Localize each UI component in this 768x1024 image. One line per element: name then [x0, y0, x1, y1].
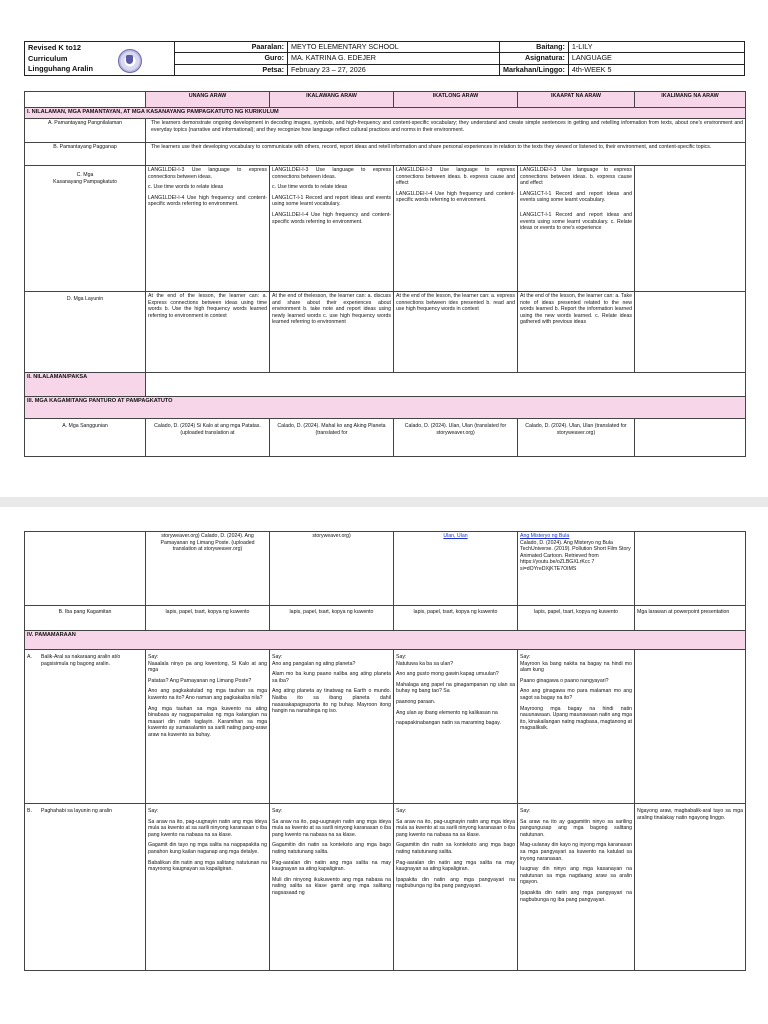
- competency-text: LANG1LDEI-I-3 Use language to express connections between ideas.: [272, 167, 391, 180]
- row-c-day4: [518, 166, 635, 292]
- lesson-text: Say:: [148, 808, 159, 814]
- pag-day3: [394, 804, 518, 971]
- header-title-line3: Lingguhang Aralin: [28, 64, 94, 74]
- lesson-text: Alam mo ba kung paano naliba ang ating planeta sa iba?: [272, 671, 391, 684]
- competency-text: c. Use time words to relate ideas: [148, 184, 224, 191]
- sanggunian-cont-label: [25, 532, 146, 606]
- competency-text: LANG1CT-I-1 Record and report ideas and events using some learnt vocabulary.: [520, 190, 632, 204]
- lesson-text: paanong paraan.: [396, 698, 436, 705]
- sanggunian-day3: Calado, D. (2024). Ulan, Ulan (translated for storyweaver.org): [394, 419, 518, 457]
- baitang-value: 1-LILY: [568, 42, 744, 53]
- lesson-text: Ano ang ginagawa mo para malaman mo ang sagot sa bagay na ito?: [520, 688, 632, 701]
- page-1: [0, 0, 768, 497]
- lesson-text: Ano ang pangalan ng ating planeta?: [272, 660, 356, 667]
- lesson-text: Say:: [396, 808, 407, 814]
- row-d-day3: At the end of the lesson, the learner can: a. express connections between ides presented b. read and use high frequency words in context: [394, 292, 518, 373]
- lesson-table-page2: [24, 531, 746, 971]
- day-2-header: IKALAWANG ARAW: [270, 92, 394, 108]
- row-balik-text: Balik-Aral sa nakaraang aralin at/o pagsisimula ng bagong aralin.: [41, 654, 121, 667]
- section-4-heading: IV. PAMAMARAAN: [25, 631, 746, 650]
- row-c-label: [25, 166, 146, 292]
- lesson-text: Say:: [148, 654, 159, 660]
- pag-day4: [518, 804, 635, 971]
- deped-seal-icon: [118, 49, 142, 73]
- sanggunian-day5: [635, 419, 746, 457]
- lesson-text: Ano ang gusto mong gawin kapag umuulan?: [396, 671, 499, 678]
- markahan-label: Markahan/Linggo:: [500, 64, 569, 75]
- balik-day2: [270, 650, 394, 804]
- iba-day2: lapis, papel, tsart, kopya ng kuwento: [270, 606, 394, 631]
- row-a-text: The learners demonstrate ongoing development in decoding images, symbols, and high-frequency and content-specific vocabulary; they understand and create simple sentences in getting and retelling information from texts, about one's environment and everyday topics (narrative and informational); and they recognize how language reflect cultural practices and norms in their environment.: [146, 119, 746, 143]
- lesson-text: napapakinabangan natin sa maraming bagay.: [396, 720, 501, 727]
- lesson-text: Say:: [272, 654, 283, 660]
- competency-text: LANG1LDEI-I-3 Use language to express connections between ideas.: [148, 167, 267, 180]
- header-table: [24, 41, 745, 76]
- day-5-header: IKALIMANG NA ARAW: [635, 92, 746, 108]
- section-1-heading: I. NILALAMAN, MGA PAMANTAYAN, AT MGA KASANAYANG PAMPAGKATUTO NG KURIKULUM: [25, 108, 746, 119]
- row-c-label-1: C. Mga: [76, 172, 94, 178]
- lesson-text: Natutuwa ka ba sa ulan?: [396, 660, 454, 667]
- lesson-text: Say:: [272, 808, 283, 814]
- row-pag-text: Paghahabi sa layunin ng aralin: [41, 808, 112, 814]
- header-title-line1: Revised K to12: [28, 43, 81, 52]
- lesson-text: Gagamit din tayo ng mga salita na nagpapakita ng panahon kung kailan naganap ang mga detalye.: [148, 842, 267, 855]
- row-b-text: The learners use their developing vocabulary to communicate with others, record, report ideas and retell information and share personal experiences in relation to the texts they viewed or listened to, their environment, and content-specific topics.: [146, 143, 746, 166]
- section-2-content: [146, 373, 746, 397]
- lesson-text: Ano ang pagkakatulad ng mga tauhan sa mga kuwento na ito? Ano naman ang pagkakaiba nila?: [148, 688, 267, 701]
- lesson-text: Mayroong mga bagay na hindi natin nauunawaan. Upang maunawaan natin ang mga ito, kinakailangan natng magbasa, magtanong at magsaliksik.: [520, 705, 632, 732]
- balik-day5: [635, 650, 746, 804]
- lesson-text: Say:: [520, 808, 531, 814]
- section-3-heading: III. MGA KAGAMITANG PANTURO AT PAMPAGKATUTO: [25, 397, 746, 419]
- asignatura-value: LANGUAGE: [568, 53, 744, 64]
- row-d-day1: At the end of the lesson, the learner can: a. Express connections between ideas using time words b. Use the high frequency words learned referring to environment in context: [146, 292, 270, 373]
- competency-text: c. Use time words to relate ideas: [272, 184, 348, 191]
- lesson-text: Ang mga tauhan sa mga kuwento na ating binabasa ay nagpapamalas ng mga katangian na maaari din natin taglayin. Karamihan sa mga kuwento ay sumasalamin sa sarili nating pang-araw araw na kuwento sa buhay.: [148, 705, 267, 738]
- lesson-text: Ang ulan ay ibang elemento ng kalikasan na: [396, 709, 498, 716]
- guro-value: MA. KATRINA G. EDEJER: [288, 53, 500, 64]
- sanggunian-cont-day2: storyweaver.org): [270, 532, 394, 606]
- sanggunian-day2: Calado, D. (2024). Mahal ko ang Aking Planeta (translated for: [270, 419, 394, 457]
- lesson-text: Patatas? Ang Pamayanan ng Limang Poste?: [148, 677, 252, 684]
- row-c-label-2: Kasanayang Pampagkatuto: [53, 178, 117, 185]
- row-pag-label: [25, 804, 146, 971]
- row-c-day3: [394, 166, 518, 292]
- row-d-day2: At the end of thelesson, the learner can: a. discuss and share about their experiences about environment b. take note and report ideas using newly learned words c. use high frequency words learned referring to environment: [270, 292, 394, 373]
- section-2-heading: II. NILALAMAN/PAKSA: [25, 373, 146, 397]
- row-pag-letter: B.: [27, 808, 32, 814]
- lesson-text: Ipapakita din natin ang mga pangyayari na nagbubunga ng iba pang pangyayari.: [520, 889, 632, 903]
- day-1-header: UNANG ARAW: [146, 92, 270, 108]
- competency-text: LANG1LDEI-I-4 Use high frequency and content-specific words referring to environment.: [148, 194, 267, 208]
- page-2: [0, 507, 768, 1024]
- paaralan-label: Paaralan:: [175, 42, 288, 53]
- balik-day3: [394, 650, 518, 804]
- asignatura-label: Asignatura:: [500, 53, 569, 64]
- row-b-label: B. Pamantayang Pagganap: [25, 143, 146, 166]
- lesson-text: Mahalaga ang papel na ginagampanan ng ulan sa buhay ng bang tao? Sa: [396, 681, 515, 695]
- competency-text: LANG1LDEI-I-3 Use language to express connections between ideas. b. express cause and effect: [520, 167, 632, 187]
- row-a-label: A. Pamantayang Pangnilalaman: [25, 119, 146, 143]
- sanggunian-cont-day1: storyweaver.org) Calado, D. (2024). Ang Pamayanan ng Limang Poste. (uploaded translation at storyweaver.org): [146, 532, 270, 606]
- sanggunian-day4-text: Calado, D. (2024). Ang Misteryo ng Bula TechUniverse. (2019). Pollution Short Film Story Animated Cartoon. Retrieved from https://youtu.be/oZLBGXLrKcc 7 si=dOYreDXjKTE7OIMS: [520, 539, 631, 572]
- competency-text: LANG1LDEI-I-3 Use language to express connections between ideas. b. express cause and effect: [396, 167, 515, 187]
- header-title: [25, 42, 175, 76]
- row-balik-label: [25, 650, 146, 804]
- lesson-text: Say:: [520, 654, 531, 660]
- lesson-text: Pag-aaralan din natin ang mga salita na may kaugnayan sa ating kapaligiran.: [396, 859, 515, 873]
- lesson-text: Sa araw na ito, pag-uugnayin natin ang mga ideya mula sa kwento at sa sarili ninyong karanasan o iba pang kwento na nabasa na sa klase.: [148, 818, 267, 838]
- iba-day1: lapis, papel, tsart, kopya ng kuwento: [146, 606, 270, 631]
- sanggunian-cont-day4: [518, 532, 635, 606]
- row-c-day1: [146, 166, 270, 292]
- iba-day4: lapis, papel, tsart, kopya ng kuwento: [518, 606, 635, 631]
- day-3-header: IKATLONG ARAW: [394, 92, 518, 108]
- row-balik-letter: A.: [27, 654, 32, 660]
- lesson-text: Pag-aaralan din natin ang mga salita na may kaugnayan sa ating kapaligiran.: [272, 859, 391, 873]
- lesson-text: Gagamitin din natin sa konteksto ang mga bago nating natutunang salita.: [272, 842, 391, 855]
- lesson-text: Gagamitin din natin sa konteksto ang mga bago nating natutunang salita.: [396, 842, 515, 855]
- competency-text: LANG1CT-I-1 Record and report ideas and events using some learnt vocabulary. c. Relate ideas or events to one's experience: [520, 211, 632, 232]
- row-d-label: D. Mga Layunin: [25, 292, 146, 373]
- competency-text: LANG1LDEI-I-4 Use high frequency and content-specific words referring to environment.: [396, 190, 515, 204]
- pag-day5: Ngayong araw, magbabalik-aral tayo sa mga araling tinalakay natin ngayong linggo.: [635, 804, 746, 971]
- iba-day3: lapis, papel, tsart, kopya ng kuwento: [394, 606, 518, 631]
- pag-day2: [270, 804, 394, 971]
- balik-day4: [518, 650, 635, 804]
- balik-day1: [146, 650, 270, 804]
- row-c-day2: [270, 166, 394, 292]
- competency-text: LANG1LDEI-I-4 Use high frequency and content-specific words referring to environment.: [272, 211, 391, 225]
- lesson-text: Muli din ninyong ikukuwento ang mga nabasa na nating salita sa klase gamit ang mga salitang nagsasaad ng: [272, 876, 391, 896]
- lesson-text: Ang ating planeta ay tinatwag na Earth o mundo. Naiiba ito sa ibang planeta dahil nasasakapagsuporta ito ng buhay. Mayroon itong hangin na nanahinga ng iso.: [272, 688, 391, 715]
- lesson-text: Ipapakita din natin ang mga pangyayari na nagbubunga ng iba pang pangyayari.: [396, 876, 515, 890]
- misteryo-ng-bula-link[interactable]: Ang Misteryo ng Bula: [520, 533, 570, 539]
- lesson-text: Sa araw na ito, pag-uugnayin natin ang mga ideya mula sa kwento at sa sarili ninyong karanasan o iba pang kwento na nabasa na sa klase.: [272, 818, 391, 838]
- row-d-day5: [635, 292, 746, 373]
- guro-label: Guro:: [175, 53, 288, 64]
- ulan-ulan-link[interactable]: Ulan, Ulan: [443, 533, 468, 539]
- lesson-text: Babalikan din natin ang mga salitang natutunan na mayroong kaugnayan sa kapaligiran.: [148, 859, 267, 873]
- row-iba-label: B. Iba pang Kagamitan: [25, 606, 146, 631]
- petsa-value: February 23 – 27, 2026: [288, 64, 500, 75]
- header-title-line2: Curriculum: [28, 53, 68, 63]
- baitang-label: Baitang:: [500, 42, 569, 53]
- day-4-header: IKAAPAT NA ARAW: [518, 92, 635, 108]
- lesson-text: Sa araw na ito ay gagamitin ninyo sa sariling pangungusap ang mga bagong salitang natutunan.: [520, 818, 632, 838]
- iba-day5: Mga larawan at powerpoint presentation: [635, 606, 746, 631]
- pag-day1: [146, 804, 270, 971]
- lesson-text: Say:: [396, 654, 407, 660]
- row-c-day5: [635, 166, 746, 292]
- paaralan-value: MEYTO ELEMENTARY SCHOOL: [288, 42, 500, 53]
- sanggunian-day1: Calado, D. (2024) Si Kalo at ang mga Patatas. (uploaded translation at: [146, 419, 270, 457]
- lesson-text: Naaalala ninyo pa ang kwentong, Si Kalo at ang mga: [148, 660, 267, 674]
- row-d-day4: At the end of the lesson, the learner can: a. Take note of ideas presented related to the new words learned b. Report the information learned using the new words learned. c. Relate ideas gathered with previous ideas: [518, 292, 635, 373]
- lesson-text: Mag-uulanay din kayo ng inyong mga karanasan sa mga pangyayari sa kuwento na katulad sa inyong naranasan.: [520, 842, 632, 862]
- competency-text: LANG1CT-I-1 Record and report ideas and events using some learnt vocabulary.: [272, 194, 391, 208]
- sanggunian-cont-day5: [635, 532, 746, 606]
- lesson-text: Iuugnay din ninyo ang mga kasanayan na natutunan sa mga nagdaang araw sa aralin ngayon.: [520, 866, 632, 886]
- corner-cell: [25, 92, 146, 108]
- lesson-table-page1: [24, 91, 746, 457]
- petsa-label: Petsa:: [175, 64, 288, 75]
- sanggunian-day4: Calado, D. (2024). Ulan, Ulan (translated for storyweaver.org): [518, 419, 635, 457]
- markahan-value: 4th-WEEK 5: [568, 64, 744, 75]
- sanggunian-cont-day3: [394, 532, 518, 606]
- lesson-text: Mayroon ka bang nakita na bagay na hindi mo alam kung: [520, 660, 632, 674]
- lesson-text: Sa araw na ito, pag-uugnayin natin ang mga ideya mula sa kwento at sa sarili ninyong karanasan o iba pang kwento na nabasa na sa klase.: [396, 818, 515, 838]
- lesson-text: Paano ginagawa o paano nangyayari?: [520, 677, 609, 684]
- row-sanggunian-label: A. Mga Sanggunian: [25, 419, 146, 457]
